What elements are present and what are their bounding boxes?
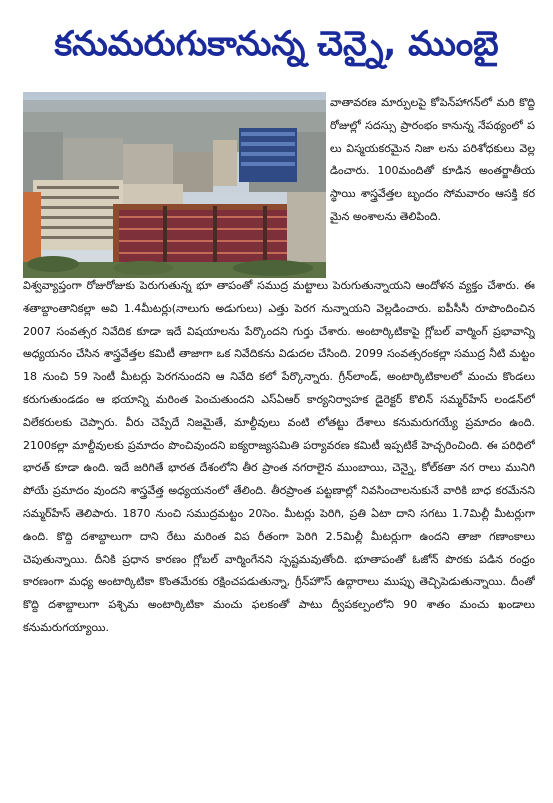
body-column bbox=[23, 275, 535, 755]
intro-paragraph: వాతావరణ మార్పులపై కోపెన్‌హాగన్‌లో మరి కొద్ది రోజుల్లో సదస్సు ప్రారంభం కానున్న నేపథ్యంలో పలు విస్మయకరమైన నిజా లను పరిశోధకులు వెల్లడించారు. 100మందితో కూడిన అంతర్జాతీయ స్థాయి శాస్త్రవేత్తల బృందం సోమవారం ఆసక్తి కరమైన అంశాలను తెలిపింది. bbox=[330, 96, 535, 223]
city-skyline-photo bbox=[23, 92, 326, 278]
body-paragraph: విశ్వవ్యాప్తంగా రోజురోజుకు పెరుగుతున్న భూ తాపంతో సముద్ర మట్టాలు పెరుగుతున్నాయని ఆందోళన వ్యక్తం చేశారు. ఈ శతాబ్దాంతానికల్లా అవి 1.4మీటర్లు(నాలుగు అడుగులు) ఎత్తు పెరగ నున్నాయని వెల్లడించారు. ఐపీసీసీ రూపొందించిన 2007 సంవత్సర నివేదిక కూడా ఇదే విషయాలను పేర్కొందని గుర్తు చేశారు. అంటార్కిటికాపై గ్లోబల్ వార్మింగ్ ప్రభావాన్ని అధ్యయనం చేసిన శాస్త్రవేత్తల కమిటీ తాజాగా ఒక నివేదికను విడుదల చేసింది. 2099 సంవత్సరంకల్లా సముద్ర నీటి మట్టం 18 నుంచి 59 సెంటీ మీటర్లు పెరగనుందని ఆ నివేది కలో పేర్కొన్నారు. గ్రీన్‌లాండ్, అంటార్కిటికాలలో మంచు కొండలు కరుగుతుండడం ఆ భయాన్ని మరింత పెంచుతుందని ఎస్‌ఏఆర్ కార్యనిర్వాహక డైరెక్టర్ కొలిన్ సమ్మర్‌హేస్ లండన్‌లో విలేకరులకు చెప్పారు. వీరు చెప్పేదే నిజమైతే, మాల్దీవులు వంటి లోతట్టు దేశాలు కనుమరుగయ్యే ప్రమాదం ఉంది. 2100కల్లా మాల్దీవులకు ప్రమాదం పొంచివుందని ఐక్యరాజ్యసమితి పర్యావరణ కమిటీ ఇప్పటికే హెచ్చరించింది. ఈ పరిధిలో భారత్ కూడా ఉంది. ఇదే జరిగితే భారత దేశంలోని తీర ప్రాంత నగరాలైన ముంబాయి, చెన్నై, కోల్‌కతా నగ రాలు మునిగి పోయే ప్రమాదం వుందని శాస్త్రవేత్త అధ్యయనంలో తేలింది. తీరప్రాంత పట్టణాల్లో నివసించాలనుకునే వారికి బాధ కరమేనని సమ్మర్‌హేస్ తెలిపారు. 1870 నుంచి సముద్రమట్టం 20సెం. మీటర్లు పెరిగి, ప్రతి ఏటా దాని సగటు 1.7మిల్లీ మీటర్లుగా ఉంది. కొద్ది దశాబ్దాలుగా దాని రేటు మరింత విప రీతంగా పెరిగి 2.5మిల్లీ మీటర్లుగా ఉందని తాజా గణాంకాలు చెపుతున్నాయి. దీనికి ప్రధాన కారణం గ్లోబల్ వార్మింగేనని స్పష్టమవుతోంది. భూతాపంతో ఓజోన్ పొరకు పడిన రంధ్రం కారణంగా మధ్య అంటార్కిటికా కొంతమేరకు రక్షించపడుతున్నా, గ్రీన్‌హౌస్ ఉద్గారాలు ముప్పు తెచ్చిపెడుతున్నాయి. దీంతో కొద్ది దశాబ్దాలుగా పశ్చిమ అంటార్కిటికా మంచు ఫలకంతో పాటు ద్వీపకల్పంలోని 90 శాతం మంచు ఖండాలు కనుమరుగయ్యాయి. bbox=[23, 279, 535, 634]
article-headline: కనుమరుగుకానున్న చెన్నై, ముంబై bbox=[54, 24, 499, 64]
intro-column bbox=[330, 92, 535, 275]
city-skyline-image bbox=[23, 92, 326, 278]
